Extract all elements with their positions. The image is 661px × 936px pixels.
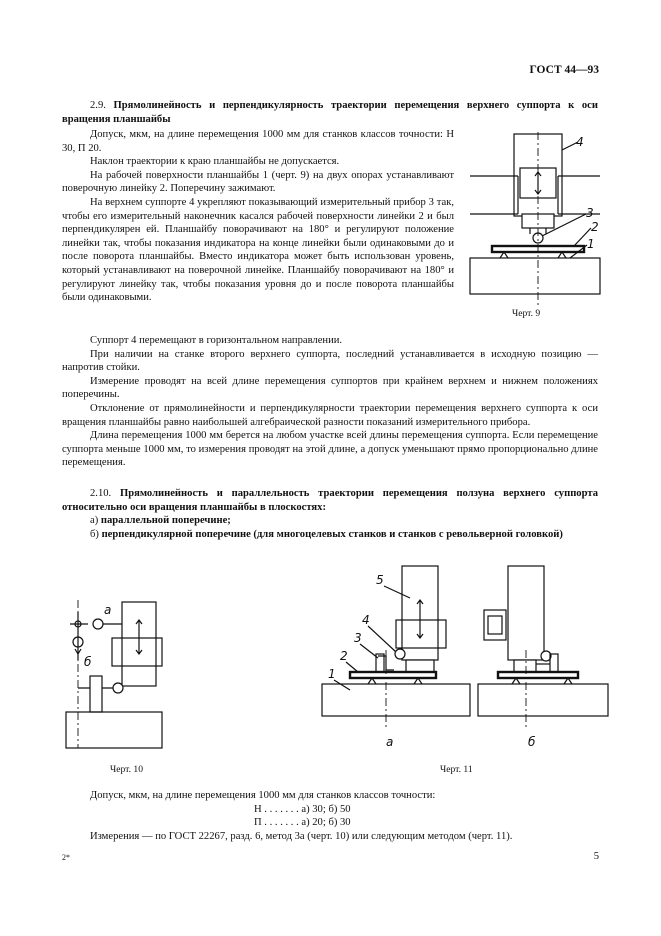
label-4: 4	[362, 613, 370, 627]
label-5: 5	[376, 573, 384, 587]
faceplate-b	[478, 684, 608, 716]
paragraph: На рабочей поверхности планшайбы 1 (черт. 9) на двух опорах устанавливают поверочную линейку 2. Поперечину зажимают.	[62, 169, 454, 195]
tolerance-row-h: Н . . . . . . . а) 30; б) 50	[254, 803, 351, 815]
indicator-b	[113, 683, 123, 693]
label-1: 1	[328, 667, 336, 681]
label-1: 1	[587, 237, 595, 251]
label-2: 2	[340, 649, 348, 663]
list-item-a: а) параллельной поперечине;	[90, 515, 231, 527]
square-2	[350, 672, 436, 678]
paragraph: Длина перемещения 1000 мм берется на любом участке всей длины перемещения суппорта. Если перемещение суппорта меньше 1000 мм, то измерения проводят на этой длине, а допуск уменьшают прямо пропорционально длине перемещения.	[62, 430, 598, 469]
tolerance-intro: Допуск, мкм, на длине перемещения 1000 мм для станков классов точности:	[90, 790, 436, 801]
section-2-9-heading	[62, 99, 598, 126]
tolerance-block	[62, 789, 598, 843]
ram-b	[508, 566, 544, 660]
tolerance-row-p: П . . . . . . . а) 20; б) 30	[254, 817, 351, 829]
label-2: 2	[591, 220, 599, 234]
label-variant-a: а	[386, 735, 394, 749]
page-number: 5	[593, 851, 599, 862]
column-post	[90, 676, 102, 712]
spindle-head-a	[406, 660, 434, 672]
paragraph: При наличии на станке второго верхнего суппорта, последний устанавливается в исходную позицию — напротив стойки.	[62, 348, 598, 374]
section-title: Прямолинейность и перпендикулярность траектории перемещения верхнего суппорта к оси вращения планшайбы	[62, 100, 598, 125]
label-a: а	[104, 603, 112, 617]
figure-11-caption: Черт. 11	[440, 764, 473, 775]
section-2-9-body-continued	[62, 334, 598, 470]
spindle-head-b	[514, 660, 536, 672]
paragraph: Измерение проводят на всей длине перемещения суппортов при крайнем верхнем и нижнем положениях поперечины.	[62, 375, 598, 401]
measurement-method: Измерения — по ГОСТ 22267, разд. 6, метод 3а (черт. 10) или следующим методом (черт. 11).	[90, 830, 513, 842]
label-b: б	[84, 655, 92, 669]
indicator-4	[395, 649, 405, 659]
footer-signature-mark: 2*	[62, 853, 70, 862]
label-4: 4	[576, 135, 584, 149]
section-title: Прямолинейность и параллельность траектории перемещения ползуна верхнего суппорта относительно оси вращения планшайбы в плоскостях:	[62, 488, 598, 513]
label-variant-b: б	[528, 735, 536, 749]
figure-10-diagram	[62, 600, 162, 750]
section-2-10	[62, 487, 598, 541]
paragraph: Отклонение от прямолинейности и перпендикулярности траектории перемещения верхнего суппорта к оси вращения планшайбы равно наибольшей алгебраической разности показаний измерительного прибора.	[62, 402, 598, 428]
section-number: 2.10.	[90, 488, 112, 499]
label-3: 3	[354, 631, 362, 645]
paragraph: Наклон траектории к краю планшайбы не допускается.	[90, 156, 340, 168]
figure-11-diagram	[318, 560, 608, 750]
label-3: 3	[586, 206, 594, 220]
figure-9-diagram	[470, 132, 600, 312]
slide-guide-b	[484, 610, 506, 640]
standard-header: ГОСТ 44—93	[529, 64, 599, 76]
paragraph: Суппорт 4 перемещают в горизонтальном направлении.	[90, 335, 343, 346]
square-b	[498, 672, 578, 678]
faceplate	[66, 712, 162, 748]
faceplate-1	[322, 684, 470, 716]
section-number: 2.9.	[90, 100, 106, 111]
section-2-9-body	[62, 128, 454, 305]
indicator-a	[93, 619, 103, 629]
figure-10-caption: Черт. 10	[110, 764, 144, 775]
figure-9-caption: Черт. 9	[512, 308, 541, 319]
paragraph: Допуск, мкм, на длине перемещения 1000 мм для станков классов точности: Н 30, П 20.	[62, 129, 454, 154]
paragraph: На верхнем суппорте 4 укрепляют показывающий измерительный прибор 3 так, чтобы его измерительный наконечник касался рабочей поверхности линейки 2 и был перпендикулярен ей. Планшайбу поворачивают на 180° и регулируют положение линейки так, чтобы показания индикатора на конце линейки были одинаковыми до и после поворота планшайбы. Вместо индикатора может быть использован уровень, который устанавливают на поверочной линейке. Планшайбу поворачивают на 180° и регулируют линейку так, чтобы показания уровня до и после поворота планшайбы были одинаковыми.	[62, 196, 454, 304]
faceplate-1	[470, 258, 600, 294]
list-item-b: б) перпендикулярной поперечине (для многоцелевых станков и станков с револьверной головкой)	[90, 528, 563, 540]
